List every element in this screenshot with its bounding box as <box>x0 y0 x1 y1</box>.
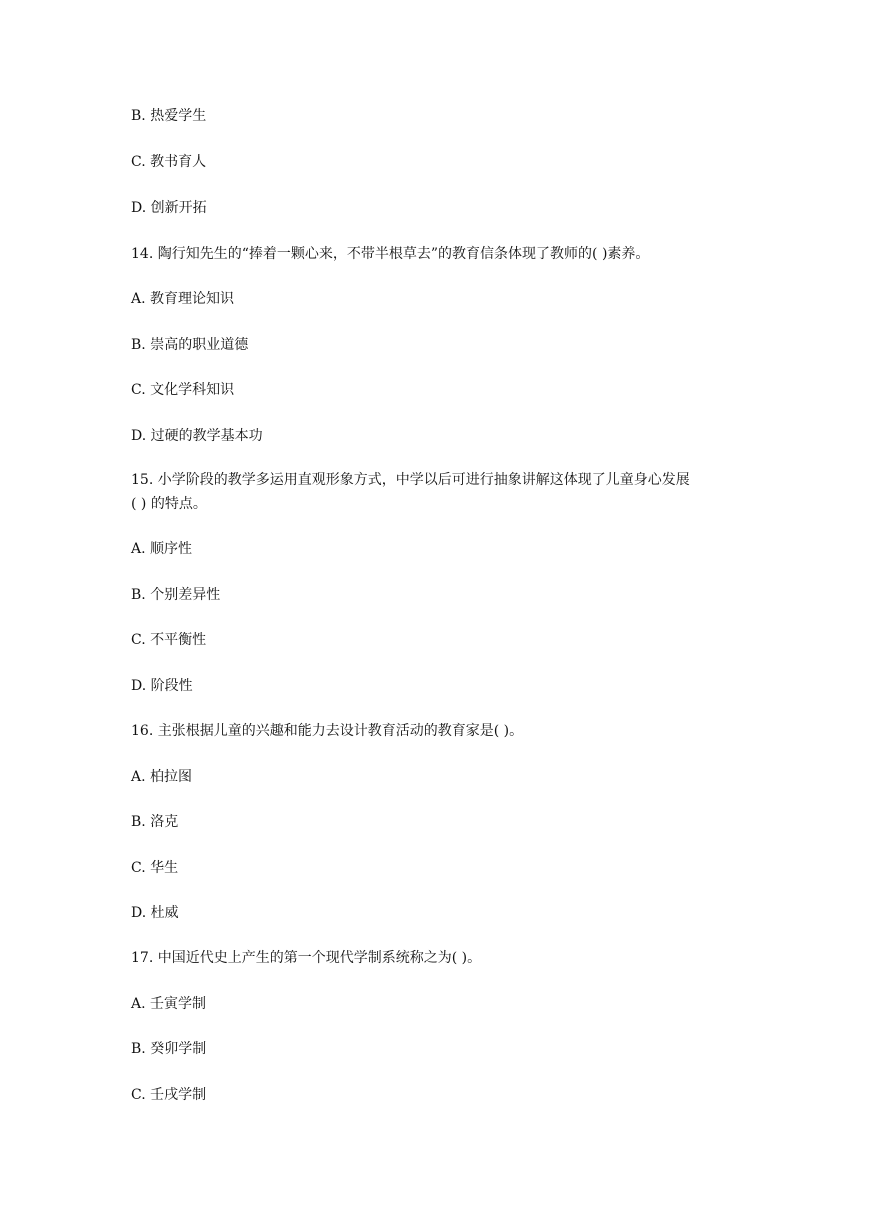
q15-option-b: B. 个别差异性 <box>131 587 221 603</box>
q14-option-a: A. 教育理论知识 <box>131 291 235 307</box>
q16-option-d: D. 杜威 <box>131 905 179 921</box>
q15-stem-line1: 15. 小学阶段的教学多运用直观形象方式，中学以后可进行抽象讲解这体现了儿童身心发展 <box>131 472 690 488</box>
q13-option-d: D. 创新开拓 <box>131 200 207 216</box>
q16-option-a: A. 柏拉图 <box>131 769 193 785</box>
q14-option-b: B. 崇高的职业道德 <box>131 337 249 353</box>
q13-option-b: B. 热爱学生 <box>131 108 207 124</box>
q14-stem: 14. 陶行知先生的“捧着一颗心来，不带半根草去”的教育信条体现了教师的( )素养。 <box>131 246 650 262</box>
q17-option-a: A. 壬寅学制 <box>131 996 207 1012</box>
q15-option-c: C. 不平衡性 <box>131 632 207 648</box>
q17-option-b: B. 癸卯学制 <box>131 1041 207 1057</box>
q14-option-c: C. 文化学科知识 <box>131 382 235 398</box>
q13-option-c: C. 教书育人 <box>131 154 207 170</box>
q15-option-d: D. 阶段性 <box>131 678 193 694</box>
q16-option-c: C. 华生 <box>131 860 179 876</box>
q14-option-d: D. 过硬的教学基本功 <box>131 428 263 444</box>
q17-stem: 17. 中国近代史上产生的第一个现代学制系统称之为( )。 <box>131 950 482 966</box>
q16-stem: 16. 主张根据儿童的兴趣和能力去设计教育活动的教育家是( )。 <box>131 723 524 739</box>
q17-option-c: C. 壬戌学制 <box>131 1087 207 1103</box>
q15-stem-line2: ( ) 的特点。 <box>131 496 207 512</box>
q16-option-b: B. 洛克 <box>131 814 179 830</box>
q15-option-a: A. 顺序性 <box>131 541 193 557</box>
